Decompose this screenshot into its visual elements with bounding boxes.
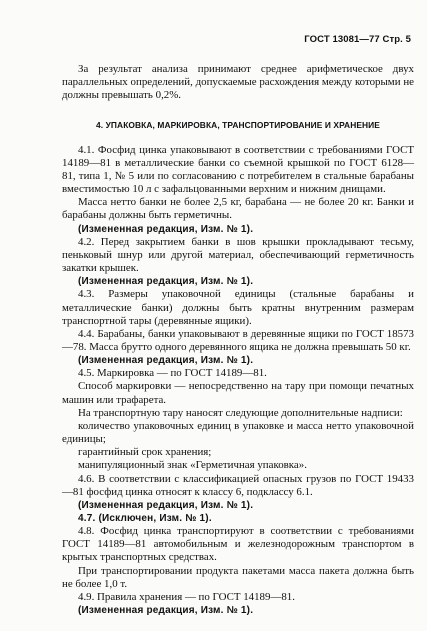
paragraph-4-1-mass: Масса нетто банки не более 2,5 кг, барабана — не более 20 кг. Банки и барабаны должны быть герметичны. [62, 196, 414, 222]
paragraph-marking-method: Способ маркировки — непосредственно на тару при помощи печатных машин или трафарета. [62, 380, 414, 406]
edit-note: (Измененная редакция, Изм. № 1). [78, 223, 254, 235]
page-content [62, 63, 414, 617]
list-item: манипуляционный знак «Герметичная упаковка». [78, 459, 307, 472]
section-title: 4. УПАКОВКА, МАРКИРОВКА, ТРАНСПОРТИРОВАНИЕ И ХРАНЕНИЕ [96, 120, 380, 131]
paragraph-4-2: 4.2. Перед закрытием банки в шов крышки прокладывают тесьму, пеньковый шнур или другой материал, обеспечивающий герметичность закатки крышек. [62, 235, 414, 275]
paragraph-4-6: 4.6. В соответствии с классификацией опасных грузов по ГОСТ 19433—81 фосфид цинка относят к классу 6, подклассу 6.1. [62, 472, 414, 498]
paragraph-4-5: 4.5. Маркировка — по ГОСТ 14189—81. [78, 367, 267, 380]
list-item: количество упаковочных единиц в упаковке и масса нетто упаковочной единицы; [62, 419, 414, 446]
edit-note: (Измененная редакция, Изм. № 1). [78, 276, 254, 288]
intro-paragraph: За результат анализа принимают среднее арифметическое двух параллельных определений, допускаемые расхождения между которыми не должны превышать 0,2%. [62, 63, 414, 102]
list-item: гарантийный срок хранения; [78, 446, 212, 459]
paragraph-4-7: 4.7. (Исключен, Изм. № 1). [78, 513, 212, 524]
page-header: ГОСТ 13081—77 Стр. 5 [304, 34, 411, 45]
paragraph-marking-inscriptions: На транспортную тару наносят следующие дополнительные надписи: [78, 406, 403, 419]
paragraph-4-3: 4.3. Размеры упаковочной единицы (стальные барабаны и металлические банки) должны быть кратны внутренним размерам транспортной тары (деревянные ящики). [62, 288, 414, 327]
paragraph-4-9: 4.9. Правила хранения — по ГОСТ 14189—81. [78, 590, 295, 603]
edit-note: (Измененная редакция, Изм. № 1). [78, 499, 254, 511]
paragraph-4-8: 4.8. Фосфид цинка транспортируют в соответствии с требованиями ГОСТ 14189—81 автомобильным и железнодорожным транспортом в крытых транспортных средствах. [62, 525, 414, 564]
paragraph-4-1: 4.1. Фосфид цинка упаковывают в соответствии с требованиями ГОСТ 14189—81 в металлические банки со съемной крышкой по ГОСТ 6128—81, типа 1, № 5 или по согласованию с потребителем в стальные барабаны вместимостью 10 л с зафальцованными верхним и нижним днищами. [62, 143, 414, 196]
paragraph-4-8-packets: При транспортировании продукта пакетами масса пакета должна быть не более 1,0 т. [62, 564, 414, 590]
edit-note: (Измененная редакция, Изм. № 1). [78, 605, 254, 617]
paragraph-4-4: 4.4. Барабаны, банки упаковывают в деревянные ящики по ГОСТ 18573—78. Масса брутто одного деревянного ящика не должна превышать 50 кг. [62, 327, 414, 353]
edit-note: (Измененная редакция, Изм. № 1). [78, 355, 254, 367]
